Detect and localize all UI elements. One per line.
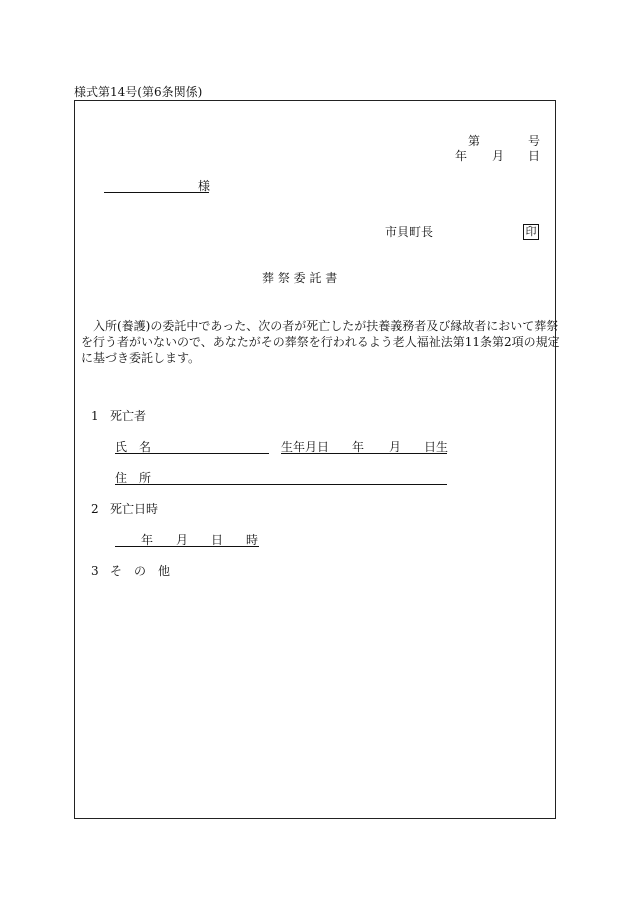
birthdate-day: 日生 (424, 440, 449, 454)
address-field (115, 471, 447, 485)
seal-mark: 印 (523, 224, 539, 240)
death-year: 年 (141, 533, 154, 547)
birthdate-year: 年 (352, 440, 365, 454)
body-line-1: 入所(養護)の委託中であった、次の者が死亡したが扶養義務者及び縁故者において葬祭 (93, 319, 559, 333)
document-frame (74, 100, 560, 819)
birthdate-month: 月 (389, 440, 402, 454)
address-label: 住 所 (115, 471, 152, 485)
doc-number-go: 号 (528, 134, 541, 148)
item-2-number: 2 (91, 502, 99, 516)
item-3-number: 3 (91, 564, 99, 578)
name-label: 氏 名 (115, 440, 152, 454)
item-1-number: 1 (91, 409, 99, 423)
date-year: 年 (455, 149, 468, 163)
doc-number-dai: 第 (468, 134, 481, 148)
body-line-2: を行う者がいないので、あなたがその葬祭を行われるよう老人福祉法第11条第2項の規定 (81, 335, 560, 349)
death-day: 日 (211, 533, 224, 547)
document-title: 葬 祭 委 託 書 (262, 271, 338, 285)
item-3-label: そ の 他 (110, 564, 171, 578)
form-number: 様式第14号(第6条関係) (74, 85, 203, 99)
date-day: 日 (528, 149, 541, 163)
addressee-suffix: 様 (198, 179, 211, 193)
sender-name: 市貝町長 (385, 225, 434, 239)
addressee-name-field (104, 180, 209, 193)
date-month: 月 (492, 149, 505, 163)
death-month: 月 (176, 533, 189, 547)
death-hour: 時 (246, 533, 259, 547)
item-1-label: 死亡者 (110, 409, 147, 423)
body-line-3: に基づき委託します。 (81, 351, 201, 365)
item-2-label: 死亡日時 (110, 502, 159, 516)
birthdate-label: 生年月日 (281, 440, 330, 454)
